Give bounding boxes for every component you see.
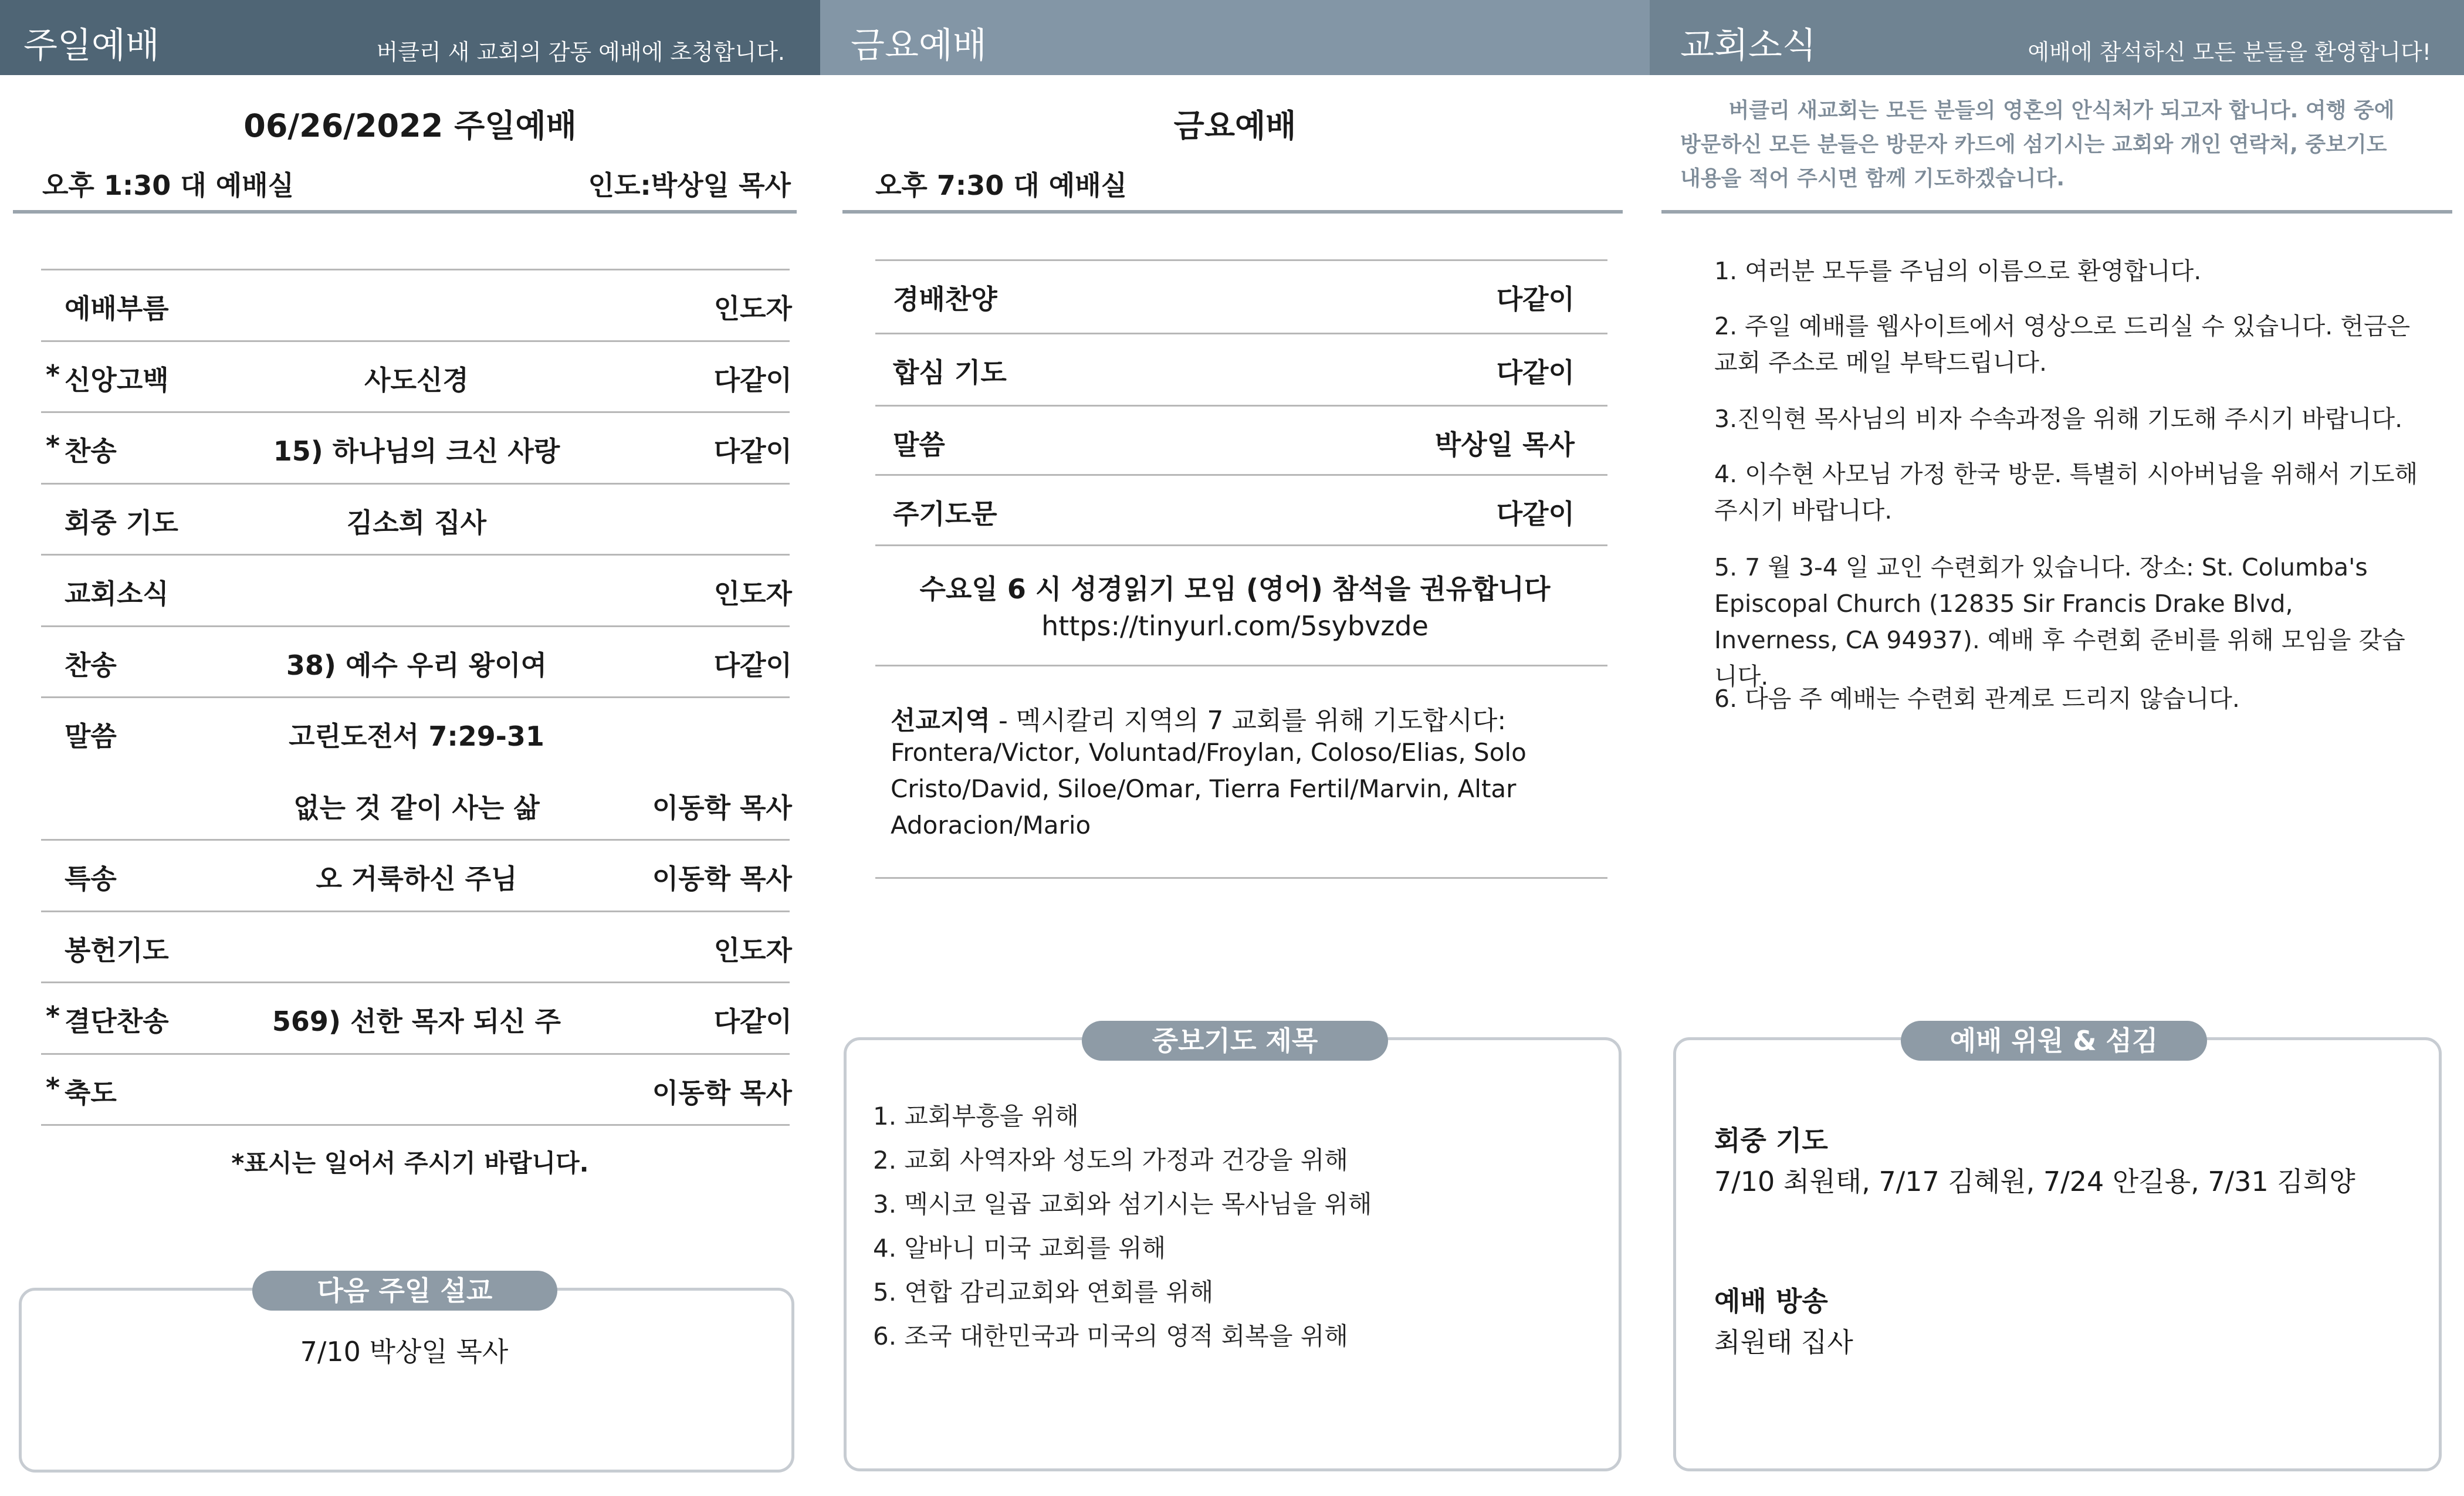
mission-text: - 멕시칼리 지역의 7 교회를 위해 기도합시다: (990, 706, 1507, 736)
order-detail: 고린도전서 7:29-31 (289, 720, 544, 752)
friday-order-person: 다같이 (1496, 283, 1575, 315)
friday-header-bar (820, 0, 1650, 75)
row-divider (41, 1124, 790, 1126)
order-label: 말씀 (65, 720, 117, 752)
order-label: 특송 (65, 863, 117, 895)
friday-row-divider (875, 259, 1607, 261)
news-item: 5. 7 월 3-4 일 교인 수련회가 있습니다. 장소: St. Columba's Episcopal Church (12835 Sir Francis Drake Blvd, Inverness, CA 94937). 예배 후 수련회 준비를 위해 모임을 갖습니다. (1714, 553, 2405, 691)
friday-heading-divider (842, 210, 1623, 214)
mission-header (891, 699, 1506, 737)
friday-row-divider (875, 405, 1607, 407)
friday-order-person: 박상일 목사 (1434, 429, 1575, 461)
order-person: 다같이 (713, 649, 792, 681)
row-divider (41, 981, 790, 983)
sermon-preacher: 이동학 목사 (652, 791, 792, 824)
order-person: 이동학 목사 (652, 863, 792, 895)
friday-heading: 금요예배 (1173, 107, 1297, 144)
order-person: 인도자 (713, 934, 792, 966)
row-divider (41, 1053, 790, 1055)
order-detail: 569) 선한 목자 되신 주 (272, 1006, 561, 1037)
order-detail: 김소희 집사 (346, 506, 487, 539)
friday-panel (820, 0, 1650, 1496)
friday-order-label: 경배찬양 (893, 283, 997, 315)
order-detail: 오 거룩하신 주님 (316, 863, 517, 895)
friday-row-divider (875, 333, 1607, 334)
friday-bar-title: 금요예배 (851, 25, 987, 66)
prayer-item: 2. 교회 사역자와 성도의 가정과 건강을 위해 (873, 1146, 1348, 1175)
friday-row-divider (875, 544, 1607, 546)
sunday-heading-divider (13, 210, 797, 214)
congregational-prayer-label: 회중 기도 (1714, 1125, 1828, 1156)
order-person: 다같이 (713, 364, 792, 396)
order-label: 회중 기도 (65, 506, 178, 539)
order-person: 이동학 목사 (652, 1077, 792, 1109)
standing-mark: * (46, 1071, 60, 1104)
next-sermon-text: 7/10 박상일 목사 (300, 1336, 509, 1368)
mission-divider (875, 877, 1607, 879)
row-divider (41, 411, 790, 413)
news-item: 6. 다음 주 예배는 수련회 관계로 드리지 않습니다. (1714, 685, 2240, 713)
standing-mark: * (46, 358, 60, 391)
order-label: 찬송 (65, 649, 117, 681)
news-header-bar (1650, 0, 2464, 75)
news-intro-divider (1661, 210, 2452, 214)
order-detail: 사도신경 (364, 364, 469, 396)
order-label: 예배부름 (65, 293, 169, 324)
sermon-title: 없는 것 같이 사는 삶 (293, 791, 540, 824)
friday-divider (875, 665, 1607, 666)
sunday-header-bar (0, 0, 820, 75)
news-bar-subtitle: 예배에 참석하신 모든 분들을 환영합니다! (2028, 39, 2431, 65)
prayer-item: 6. 조국 대한민국과 미국의 영적 회복을 위해 (873, 1322, 1348, 1351)
congregational-prayer-schedule: 7/10 최원태, 7/17 김혜원, 7/24 안길용, 7/31 김희양 (1714, 1166, 2355, 1197)
friday-order-person: 다같이 (1496, 357, 1575, 388)
sunday-heading: 06/26/2022 주일예배 (243, 107, 577, 144)
prayer-item: 5. 연합 감리교회와 연회를 위해 (873, 1278, 1214, 1307)
news-item: 1. 여러분 모두를 주님의 이름으로 환영합니다. (1714, 257, 2202, 285)
order-person: 인도자 (713, 578, 792, 610)
next-sermon-box (19, 1288, 794, 1473)
news-item: 2. 주일 예배를 웹사이트에서 영상으로 드리실 수 있습니다. 헌금은 교회 주소로 메일 부탁드립니다. (1714, 312, 2411, 377)
mission-label: 선교지역 (891, 706, 991, 736)
order-detail: 15) 하나님의 크신 사랑 (273, 435, 560, 467)
order-label: 봉헌기도 (65, 934, 169, 966)
staff-box (1673, 1037, 2442, 1471)
row-divider (41, 839, 790, 841)
friday-order-label: 말씀 (893, 429, 945, 461)
friday-order-label: 합심 기도 (893, 357, 1007, 388)
sunday-panel (0, 0, 820, 1496)
friday-order-person: 다같이 (1496, 498, 1575, 530)
news-bar-title: 교회소식 (1680, 25, 1816, 66)
prayer-item: 3. 멕시코 일곱 교회와 섬기시는 목사님을 위해 (873, 1190, 1372, 1219)
sunday-leader: 인도:박상일 목사 (588, 170, 791, 201)
friday-order-label: 주기도문 (893, 498, 997, 530)
order-label: 교회소식 (65, 578, 169, 610)
prayer-title: 중보기도 제목 (1082, 1021, 1388, 1061)
order-person: 다같이 (713, 435, 792, 467)
bible-study-link[interactable]: https://tinyurl.com/5sybvzde (1041, 610, 1429, 642)
stand-note: *표시는 일어서 주시기 바랍니다. (231, 1149, 589, 1177)
news-item: 4. 이수현 사모님 가정 한국 방문. 특별히 시아버님을 위해서 기도해 주시기 바랍니다. (1714, 460, 2418, 524)
row-divider (41, 269, 790, 270)
friday-time-place: 오후 7:30 대 예배실 (875, 170, 1128, 201)
order-person: 인도자 (713, 293, 792, 324)
sunday-bar-subtitle: 버클리 새 교회의 감동 예배에 초청합니다. (376, 39, 785, 65)
sunday-time-place: 오후 1:30 대 예배실 (42, 170, 295, 201)
standing-mark: * (46, 1000, 60, 1032)
bible-study-notice: 수요일 6 시 성경읽기 모임 (영어) 참석을 권유합니다 (919, 573, 1551, 605)
row-divider (41, 696, 790, 698)
mission-line: Cristo/David, Siloe/Omar, Tierra Fertil/Marvin, Altar (891, 774, 1517, 803)
row-divider (41, 911, 790, 912)
order-label: 신앙고백 (65, 364, 169, 396)
row-divider (41, 625, 790, 627)
news-intro-line: 버클리 새교회는 모든 분들의 영혼의 안식처가 되고자 합니다. 여행 중에 (1728, 99, 2395, 123)
row-divider (41, 554, 790, 556)
news-intro-line: 내용을 적어 주시면 함께 기도하겠습니다. (1680, 167, 2065, 191)
staff-title: 예배 위원 & 섬김 (1901, 1021, 2207, 1061)
order-label: 찬송 (65, 435, 117, 467)
order-person: 다같이 (713, 1006, 792, 1037)
prayer-item: 4. 알바니 미국 교회를 위해 (873, 1234, 1166, 1263)
next-sermon-title: 다음 주일 설교 (252, 1271, 557, 1311)
standing-mark: * (46, 430, 60, 462)
broadcast-person: 최원태 집사 (1714, 1326, 1853, 1358)
news-item: 3.진익현 목사님의 비자 수속과정을 위해 기도해 주시기 바랍니다. (1714, 405, 2403, 433)
order-detail: 38) 예수 우리 왕이여 (286, 649, 547, 681)
friday-row-divider (875, 474, 1607, 476)
mission-line: Adoracion/Mario (891, 811, 1091, 840)
row-divider (41, 483, 790, 485)
sunday-bar-title: 주일예배 (23, 25, 160, 66)
mission-line: Frontera/Victor, Voluntad/Froylan, Coloso/Elias, Solo (891, 738, 1527, 767)
prayer-item: 1. 교회부흥을 위해 (873, 1102, 1079, 1131)
news-intro-line: 방문하신 모든 분들은 방문자 카드에 섬기시는 교회와 개인 연락처, 중보기도 (1680, 133, 2387, 157)
order-label: 결단찬송 (65, 1006, 169, 1037)
broadcast-label: 예배 방송 (1714, 1285, 1828, 1317)
row-divider (41, 340, 790, 342)
news-panel (1650, 0, 2464, 1496)
order-label: 축도 (65, 1077, 117, 1109)
